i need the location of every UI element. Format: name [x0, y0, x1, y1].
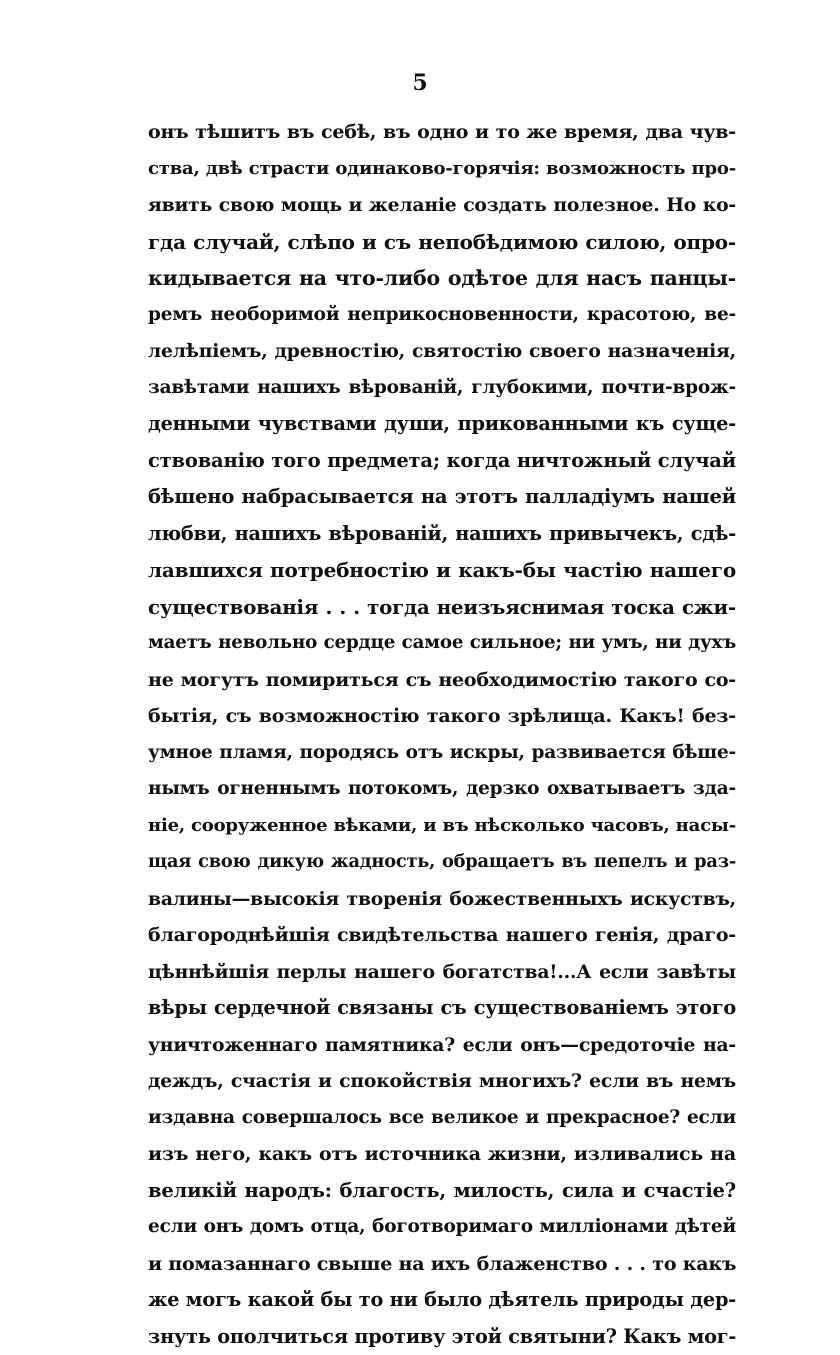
- text-line: вѣры сердечной связаны съ существованіемъ этого: [148, 990, 736, 1027]
- text-line: лелѣпіемъ, древностію, святостію своего назначенія,: [148, 333, 736, 370]
- body-text: [148, 114, 736, 1355]
- text-line: ства, двѣ страсти одинаково-горячія: возможность про-: [148, 151, 736, 188]
- text-line: завѣтами нашихъ вѣрованій, глубокими, почти-врож-: [148, 370, 736, 407]
- text-line: явить свою мощь и желаніе создать полезное. Но ко-: [148, 187, 736, 224]
- text-line: и помазаннаго свыше на ихъ блаженство . . . то какъ: [148, 1246, 736, 1283]
- text-line: благороднѣйшія свидѣтельства нашего генія, драго-: [148, 917, 736, 954]
- text-line: существованія . . . тогда неизъяснимая тоска сжи-: [148, 589, 736, 626]
- text-line: ремъ необоримой неприкосновенности, красотою, ве-: [148, 297, 736, 334]
- text-line: великій народъ: благость, милость, сила и счастіе?: [148, 1173, 736, 1210]
- text-line: деждъ, счастія и спокойствія многихъ? если въ немъ: [148, 1063, 736, 1100]
- text-line: умное пламя, породясь отъ искры, развивается бѣше-: [148, 735, 736, 772]
- text-line: ствованію того предмета; когда ничтожный случай: [148, 443, 736, 480]
- text-line: если онъ домъ отца, боготворимаго милліонами дѣтей: [148, 1209, 736, 1246]
- text-line: цѣннѣйшія перлы нашего богатства!...А если завѣты: [148, 954, 736, 991]
- text-line: изъ него, какъ отъ источника жизни, изливались на: [148, 1136, 736, 1173]
- text-line: щая свою дикую жадность, обращаетъ въ пепелъ и раз-: [148, 844, 736, 881]
- text-line: уничтоженнаго памятника? если онъ—средоточіе на-: [148, 1027, 736, 1064]
- text-line: любви, нашихъ вѣрованій, нашихъ привычекъ, сдѣ-: [148, 516, 736, 553]
- text-line: кидывается на что-либо одѣтое для насъ панцы-: [148, 260, 736, 297]
- text-line: маетъ невольно сердце самое сильное; ни умъ, ни духъ: [148, 625, 736, 662]
- page-number: 5: [0, 70, 840, 96]
- text-line: онъ тѣшитъ въ себѣ, въ одно и то же время, два чув-: [148, 114, 736, 151]
- text-line: денными чувствами души, прикованными къ суще-: [148, 406, 736, 443]
- text-line: валины—высокія творенія божественныхъ искуствъ,: [148, 881, 736, 918]
- text-line: знуть ополчиться противу этой святыни? Какъ мог-: [148, 1319, 736, 1355]
- text-line: гда случай, слѣпо и съ непобѣдимою силою, опро-: [148, 224, 736, 261]
- text-line: ніе, сооруженное вѣками, и въ нѣсколько часовъ, насы-: [148, 808, 736, 845]
- text-line: не могутъ помириться съ необходимостію такого со-: [148, 662, 736, 699]
- text-line: издавна совершалось все великое и прекрасное? если: [148, 1100, 736, 1137]
- text-line: бѣшено набрасывается на этотъ палладіумъ нашей: [148, 479, 736, 516]
- text-line: бытія, съ возможностію такого зрѣлища. Какъ! без-: [148, 698, 736, 735]
- text-line: же могъ какой бы то ни было дѣятель природы дер-: [148, 1282, 736, 1319]
- text-line: нымъ огненнымъ потокомъ, дерзко охватываетъ зда-: [148, 771, 736, 808]
- text-line: лавшихся потребностію и какъ-бы частію нашего: [148, 552, 736, 589]
